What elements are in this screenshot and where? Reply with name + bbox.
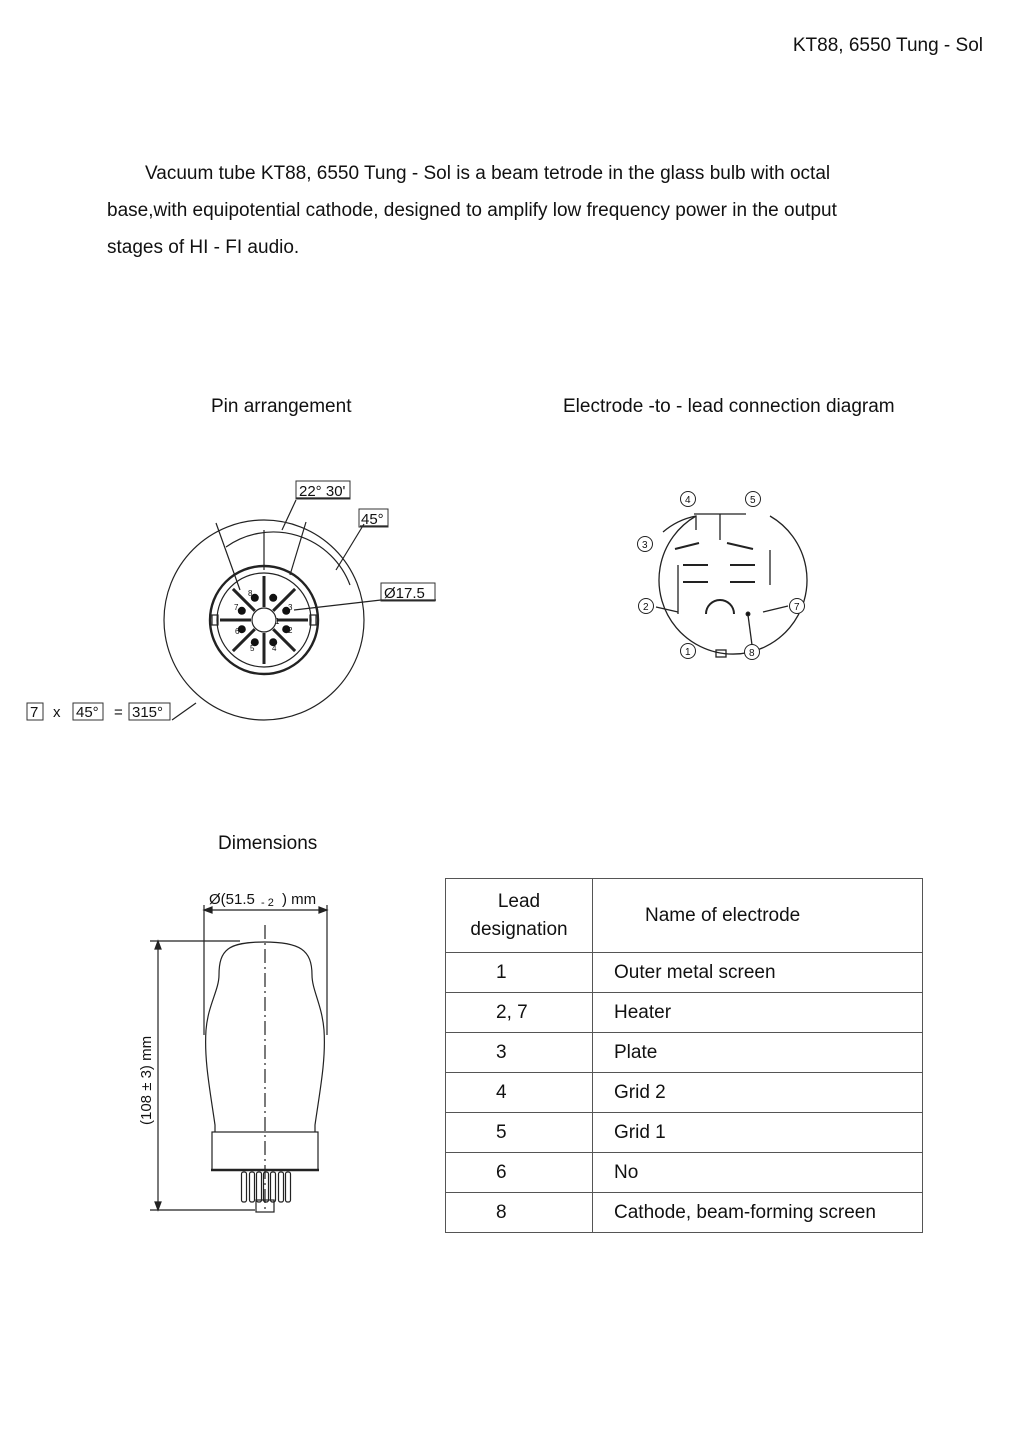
lead-number: 4 <box>685 495 691 506</box>
lead-number: 8 <box>749 648 755 659</box>
dimensions-caption: Dimensions <box>218 833 318 854</box>
lead-number: 2 <box>643 602 649 613</box>
header-line: designation <box>470 918 568 940</box>
lead-cell: 5 <box>446 1113 593 1153</box>
pin-label: 2 <box>288 626 293 635</box>
tube-pin <box>257 1172 262 1202</box>
lead-number: 5 <box>750 495 756 506</box>
table-row <box>446 993 923 1033</box>
intro-line: stages of HI - FI audio. <box>107 237 300 258</box>
table-row <box>446 1193 923 1233</box>
lead-cell: 6 <box>446 1153 593 1193</box>
lead-number: 7 <box>794 602 800 613</box>
height-label: (108 ± 3) mm <box>138 1035 155 1125</box>
pin-label: 6 <box>235 627 240 636</box>
electrode-name-cell: Heater <box>593 993 923 1033</box>
document-header: KT88, 6550 Tung - Sol <box>792 35 983 56</box>
formula-equals: = <box>114 704 123 721</box>
diameter-tolerance: - 2 <box>261 897 274 909</box>
step-angle-label: 45° <box>361 511 384 528</box>
table-body <box>446 953 923 1233</box>
electrode-table <box>445 878 923 1233</box>
pin-label: 5 <box>250 644 255 653</box>
electrode-name-cell: No <box>593 1153 923 1193</box>
formula-times: x <box>53 704 61 721</box>
table-row <box>446 1113 923 1153</box>
electrode-name-cell: Outer metal screen <box>593 953 923 993</box>
table-row <box>446 1033 923 1073</box>
tube-pins-group <box>242 1172 291 1212</box>
tube-pin <box>271 1172 276 1202</box>
diameter-suffix: ) mm <box>282 891 317 908</box>
tube-pin <box>279 1172 284 1202</box>
electrode-name-cell: Grid 1 <box>593 1113 923 1153</box>
lead-cell: 2, 7 <box>446 993 593 1033</box>
lead-number: 1 <box>685 647 691 658</box>
table-row <box>446 953 923 993</box>
pin-label: 3 <box>288 603 293 612</box>
electrode-name-cell: Plate <box>593 1033 923 1073</box>
electrode-name-cell: Cathode, beam-forming screen <box>593 1193 923 1233</box>
diameter-prefix: Ø(51.5 <box>209 891 255 908</box>
angle-label: 22° 30' <box>299 483 346 500</box>
formula-step: 45° <box>76 704 99 721</box>
arrow <box>155 907 327 1210</box>
electrode-diagram-caption: Electrode -to - lead connection diagram <box>563 396 895 417</box>
lead-cell: 8 <box>446 1193 593 1233</box>
pin-arrangement-caption: Pin arrangement <box>211 396 352 417</box>
lead-number: 3 <box>642 540 648 551</box>
electrode-name-cell: Grid 2 <box>593 1073 923 1113</box>
intro-line: base,with equipotential cathode, designed to amplify low frequency power in the output <box>107 200 837 221</box>
lead-cell: 1 <box>446 953 593 993</box>
lead-cell: 3 <box>446 1033 593 1073</box>
header-line: Lead <box>497 890 541 912</box>
electrode-name-header: Name of electrode <box>593 879 923 953</box>
table-header-row <box>446 879 923 953</box>
diameter-label: Ø17.5 <box>384 585 425 602</box>
tube-pin <box>286 1172 291 1202</box>
lead-designation-header <box>446 879 593 953</box>
pin-label: 4 <box>272 644 277 653</box>
lead-cell: 4 <box>446 1073 593 1113</box>
pin-label: 7 <box>234 603 239 612</box>
intro-line: Vacuum tube KT88, 6550 Tung - Sol is a beam tetrode in the glass bulb with octal <box>145 163 831 184</box>
pin-label: 1 <box>275 617 280 626</box>
pin-label: 8 <box>248 589 253 598</box>
tube-pin <box>242 1172 247 1202</box>
table-row <box>446 1073 923 1113</box>
tube-pin <box>250 1172 255 1202</box>
formula-count: 7 <box>30 704 39 721</box>
formula-total: 315° <box>132 704 164 721</box>
tube-pin <box>264 1172 269 1202</box>
table-row <box>446 1153 923 1193</box>
